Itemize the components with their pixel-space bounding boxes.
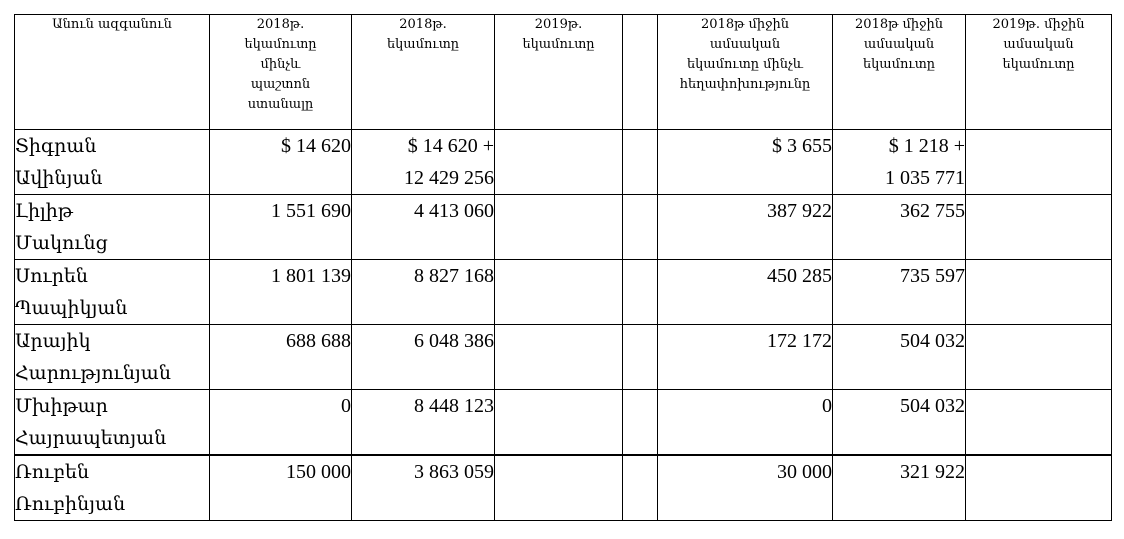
header-income-2018-before-office [210, 15, 352, 130]
header-line: պաշտոն [250, 77, 311, 92]
income-2018-cell [352, 455, 495, 521]
header-monthly-2018 [833, 15, 966, 130]
name-line: Պապիկյան [15, 297, 128, 319]
monthly-2018-cell [833, 260, 966, 325]
table-row [15, 390, 1112, 456]
header-line: եկամուտը [862, 57, 936, 72]
value-line: $ 1 218 + [888, 135, 965, 157]
person-name-cell [15, 260, 210, 325]
income-2019-cell [495, 195, 623, 260]
monthly-2018-before-cell [658, 455, 833, 521]
value-line: 6 048 386 [414, 330, 494, 352]
monthly-2018-cell [833, 195, 966, 260]
value-line: 0 [822, 395, 832, 417]
monthly-2018-cell [833, 390, 966, 456]
value-line: 688 688 [286, 330, 351, 352]
monthly-2018-before-cell [658, 325, 833, 390]
person-name-cell [15, 130, 210, 195]
income-2019-cell [495, 325, 623, 390]
header-line: եկամուտը [1002, 57, 1075, 72]
header-line: ամսական [863, 37, 935, 52]
income-2018-before-cell [210, 325, 352, 390]
value-line: 735 597 [900, 265, 965, 287]
header-line: 2018թ. [399, 17, 447, 32]
value-line: 362 755 [900, 200, 965, 222]
value-line: 30 000 [777, 461, 832, 483]
value-line: 8 827 168 [414, 265, 494, 287]
blank-cell [623, 130, 658, 195]
income-2018-before-cell [210, 130, 352, 195]
name-line: Լիլիթ [15, 200, 73, 222]
value-line: 321 922 [900, 461, 965, 483]
monthly-2018-before-cell [658, 195, 833, 260]
value-line: 0 [341, 395, 351, 417]
value-line: 172 172 [767, 330, 832, 352]
monthly-2019-cell [966, 325, 1112, 390]
header-income-2018 [352, 15, 495, 130]
header-line: եկամուտը [522, 37, 595, 52]
value-line: 504 032 [900, 330, 965, 352]
value-line: 1 035 771 [885, 167, 965, 189]
table-row [15, 195, 1112, 260]
monthly-2019-cell [966, 260, 1112, 325]
monthly-2019-cell [966, 390, 1112, 456]
income-2018-cell [352, 325, 495, 390]
header-line: 2018թ միջին [701, 17, 789, 32]
monthly-2018-cell [833, 130, 966, 195]
income-2018-before-cell [210, 455, 352, 521]
header-line: եկամուտը մինչև [686, 57, 804, 72]
header-line: հեղափոխությունը [679, 77, 811, 92]
header-monthly-2019 [966, 15, 1112, 130]
value-line: 1 801 139 [271, 265, 351, 287]
header-line: 2019թ. [534, 17, 583, 32]
value-line: $ 14 620 + [407, 135, 494, 157]
blank-cell [623, 195, 658, 260]
header-line: 2019թ. միջին [992, 17, 1085, 32]
value-line: 1 551 690 [271, 200, 351, 222]
income-2018-cell [352, 130, 495, 195]
header-row [15, 15, 1112, 130]
header-line: ստանալը [247, 97, 314, 112]
monthly-2019-cell [966, 130, 1112, 195]
value-line: $ 3 655 [772, 135, 832, 157]
value-line: 450 285 [767, 265, 832, 287]
header-line: ամսական [709, 37, 781, 52]
income-2019-cell [495, 390, 623, 456]
blank-cell [623, 325, 658, 390]
header-blank [623, 15, 658, 130]
name-line: Հայրապետյան [15, 427, 167, 449]
person-name-cell [15, 325, 210, 390]
income-2019-cell [495, 260, 623, 325]
header-line: 2018թ. [256, 17, 305, 32]
header-income-2019 [495, 15, 623, 130]
monthly-2018-before-cell [658, 390, 833, 456]
name-line: Սուրեն [15, 265, 88, 287]
value-line: 3 863 059 [414, 461, 494, 483]
header-line: 2018թ միջին [855, 17, 943, 32]
header-line: մինչև [260, 57, 301, 72]
monthly-2019-cell [966, 455, 1112, 521]
income-2018-cell [352, 260, 495, 325]
value-line: 504 032 [900, 395, 965, 417]
income-2018-cell [352, 390, 495, 456]
person-name-cell [15, 390, 210, 456]
income-2018-before-cell [210, 260, 352, 325]
name-line: Հարությունյան [15, 362, 171, 384]
table-row [15, 455, 1112, 521]
table-row [15, 325, 1112, 390]
header-line: ամսական [1003, 37, 1074, 52]
name-line: Մխիթար [15, 395, 108, 417]
person-name-cell [15, 455, 210, 521]
monthly-2019-cell [966, 195, 1112, 260]
blank-cell [623, 390, 658, 456]
name-line: Տիգրան [15, 135, 97, 157]
value-line: $ 14 620 [281, 135, 351, 157]
income-2018-before-cell [210, 390, 352, 456]
value-line: 8 448 123 [414, 395, 494, 417]
header-monthly-2018-before-revolution [658, 15, 833, 130]
income-2019-cell [495, 455, 623, 521]
header-line: եկամուտը [244, 37, 317, 52]
income-2018-cell [352, 195, 495, 260]
income-2018-before-cell [210, 195, 352, 260]
blank-cell [623, 455, 658, 521]
income-2019-cell [495, 130, 623, 195]
header-line: եկամուտը [386, 37, 460, 52]
monthly-2018-cell [833, 325, 966, 390]
value-line: 387 922 [767, 200, 832, 222]
value-line: 150 000 [286, 461, 351, 483]
value-line: 4 413 060 [414, 200, 494, 222]
person-name-cell [15, 195, 210, 260]
monthly-2018-cell [833, 455, 966, 521]
monthly-2018-before-cell [658, 130, 833, 195]
table-row [15, 130, 1112, 195]
header-name [15, 15, 210, 130]
name-line: Ռուբեն [15, 461, 90, 483]
monthly-2018-before-cell [658, 260, 833, 325]
name-line: Մակունց [15, 232, 108, 254]
header-line: Անուն ազգանուն [52, 17, 172, 32]
name-line: Արայիկ [15, 330, 91, 352]
blank-cell [623, 260, 658, 325]
name-line: Ավինյան [15, 167, 103, 189]
name-line: Ռուբինյան [15, 493, 126, 515]
income-table [14, 14, 1112, 521]
value-line: 12 429 256 [404, 167, 494, 189]
table-row [15, 260, 1112, 325]
